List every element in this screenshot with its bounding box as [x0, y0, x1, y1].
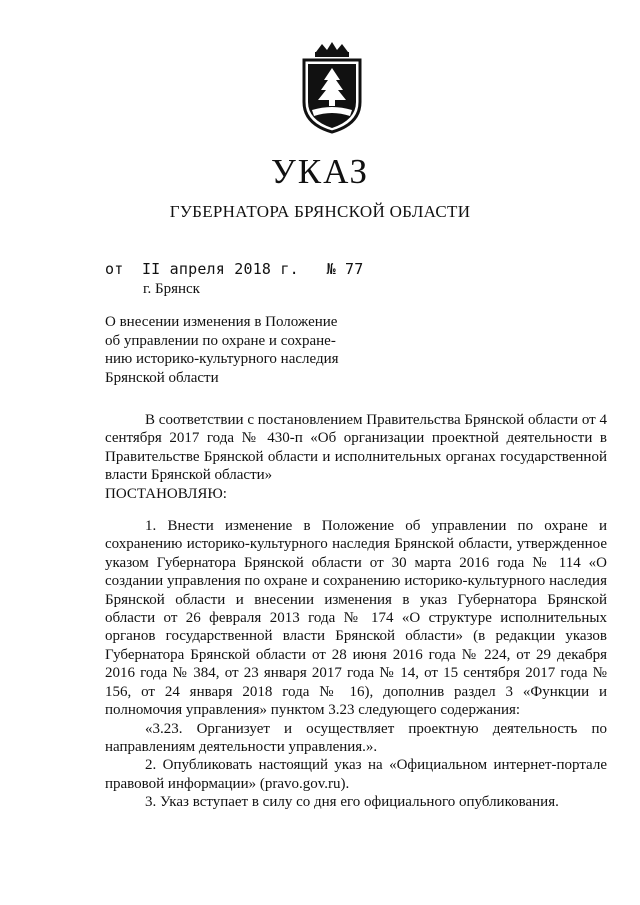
- subject-line: нию историко-культурного наследия: [105, 351, 339, 367]
- document-subtitle: ГУБЕРНАТОРА БРЯНСКОЙ ОБЛАСТИ: [169, 202, 471, 221]
- preamble-paragraph: В соответствии с постановлением Правительства Брянской области от 4 сентября 2017 года № 430-п «Об организации проектной деятельности в Правительстве Брянской области и исполнительных органах государственной власти Брянской области»: [105, 412, 607, 484]
- subject-line: Брянской области: [105, 369, 219, 386]
- subject-line: об управлении по охране и сохране-: [105, 332, 336, 349]
- decree-word: ПОСТАНОВЛЯЮ:: [105, 485, 227, 502]
- decree-number: 77: [345, 260, 364, 278]
- decree-date: II апреля 2018 г.: [141, 260, 299, 278]
- subject-line: О внесении изменения в Положение: [105, 314, 338, 330]
- item-1-paragraph: 1. Внести изменение в Положение об управлении по охране и сохранению историко-культурного наследия Брянской области, утвержденное указом Губернатора Брянской области от 30 марта 2016 года № 114 «О создании управления по охране и сохранению историко-культурного наследия Брянской области и внесении изменения в указ Губернатора Брянской области от 26 февраля 2013 года № 174 «О структуре исполнительных органов государственной власти Брянской области» (в редакции указов Губернатора Брянской области от 28 июня 2016 года № 224, от 29 декабря 2016 года № 384, от 23 января 2017 года № 14, от 15 сентября 2017 года № 156, от 24 января 2018 года № 16), дополнив раздел 3 «Функции и полномочия управления» пунктом 3.23 следующего содержания:: [105, 518, 607, 719]
- city: г. Брянск: [143, 281, 200, 297]
- coat-of-arms-icon: [296, 40, 368, 134]
- decree-subject: [105, 313, 365, 387]
- number-label: №: [326, 260, 336, 278]
- item-2-paragraph: 2. Опубликовать настоящий указ на «Официальном интернет-портале правовой информации» (pravo.gov.ru).: [105, 757, 607, 792]
- decree-date-number: [105, 260, 364, 278]
- item-3-paragraph: 3. Указ вступает в силу со дня его официального опубликования.: [145, 794, 559, 811]
- quote-paragraph: «3.23. Организует и осуществляет проектную деятельность по направлениям деятельности управления.».: [105, 720, 607, 755]
- decree-body: [105, 411, 607, 812]
- from-label: от: [105, 260, 124, 278]
- document-title: УКАЗ: [270, 152, 370, 191]
